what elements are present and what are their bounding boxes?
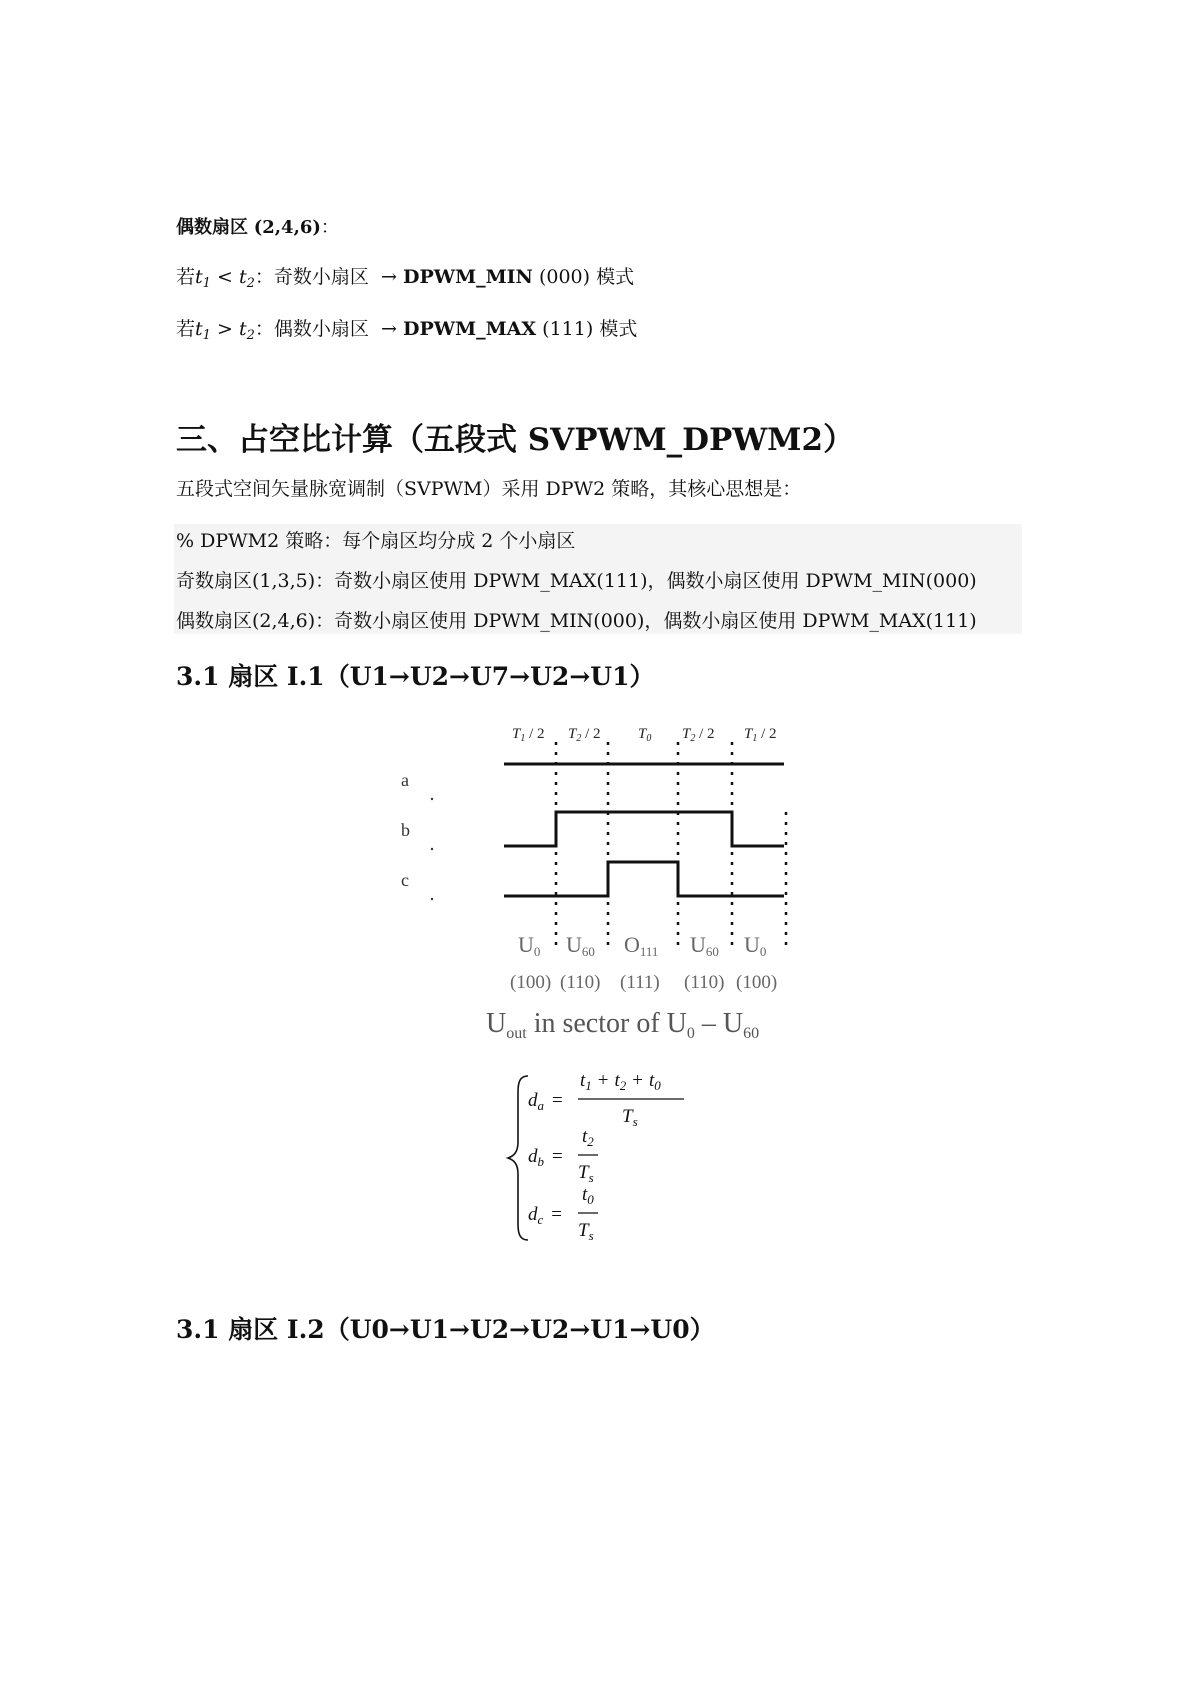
vector-label: U0 <box>518 932 541 959</box>
var-t2-sub: 2 <box>246 276 255 291</box>
mode-code: (000) <box>538 266 591 288</box>
condition-line-min <box>176 264 634 297</box>
left-brace-icon <box>508 1076 528 1240</box>
vector-label: O111 <box>624 932 659 959</box>
interval-label: $T_1 / 2$ <box>744 726 777 744</box>
var-t2: t <box>238 318 247 340</box>
interval-label: $T_1 / 2$ <box>512 726 545 744</box>
formula-da-denominator: $T_s$ <box>622 1106 638 1129</box>
vector-label: U60 <box>690 932 719 959</box>
row-label-a: a <box>401 770 409 790</box>
interval-label: $T_2 / 2$ <box>682 726 715 744</box>
formula-db-lhs: $d_b$ = <box>528 1146 563 1169</box>
condition-colon: ： <box>254 318 274 340</box>
mode-code: (111) <box>542 318 594 340</box>
mode-suffix: 模式 <box>596 266 635 288</box>
condition-operator: < <box>216 266 233 288</box>
formula-db-denominator: $T_s$ <box>578 1162 594 1185</box>
var-t2-sub: 2 <box>246 328 255 343</box>
var-t1-sub: 1 <box>202 276 211 291</box>
interval-labels <box>512 726 777 744</box>
code-line-odd-sector: 奇数扇区(1,3,5)：奇数小扇区使用 DPWM_MAX(111)，偶数小扇区使用 DPWM_MIN(000) <box>176 570 977 592</box>
interval-label: $T_2 / 2$ <box>568 726 601 744</box>
vector-label: U0 <box>744 932 767 959</box>
condition-desc: 奇数小扇区 <box>273 266 369 288</box>
arrow-icon: → <box>381 266 397 288</box>
waveform-b <box>504 812 784 846</box>
var-t2: t <box>238 266 247 288</box>
code-line-even-sector: 偶数扇区(2,4,6)：奇数小扇区使用 DPWM_MIN(000)，偶数小扇区使用 DPWM_MAX(111) <box>176 610 977 632</box>
condition-prefix: 若 <box>176 318 196 340</box>
interval-label: $T_0$ <box>638 726 652 744</box>
mode-name: DPWM_MAX <box>402 318 537 340</box>
figure-caption: $U_{out}$ in sector of $U_0 - U_{60}$ <box>486 1008 760 1042</box>
row-label-b: b <box>401 820 410 840</box>
row-dot <box>431 848 433 850</box>
mode-suffix: 模式 <box>599 318 638 340</box>
arrow-icon: → <box>381 318 397 340</box>
row-dot <box>431 898 433 900</box>
even-sector-heading-text: 偶数扇区 <box>176 217 248 238</box>
formula-da-lhs: $d_a$ = <box>528 1090 563 1113</box>
state-label: (110) <box>560 972 601 993</box>
section-title: 三、占空比计算（五段式 SVPWM_DPWM2） <box>176 422 855 458</box>
condition-colon: ： <box>254 266 274 288</box>
condition-prefix: 若 <box>176 266 196 288</box>
condition-line-max <box>176 316 637 349</box>
code-line-comment: % DPWM2 策略：每个扇区均分成 2 个小扇区 <box>176 530 576 552</box>
vector-label: U60 <box>566 932 595 959</box>
formula-da-numerator: $t_1 + t_2 + t_0$ <box>580 1070 661 1093</box>
even-sector-heading-args: (2,4,6) <box>253 217 321 238</box>
state-label: (110) <box>684 972 725 993</box>
subsection-title-i2: 3.1 扇区 I.2（U0→U1→U2→U2→U1→U0） <box>176 1315 715 1344</box>
subsection-title-i1: 3.1 扇区 I.1（U1→U2→U7→U2→U1） <box>176 662 655 691</box>
var-t1: t <box>195 266 203 288</box>
formula-dc-denominator: $T_s$ <box>578 1220 594 1243</box>
state-label: (111) <box>620 972 660 993</box>
var-t1: t <box>195 318 203 340</box>
formula-dc-lhs: $d_c$ = <box>528 1204 562 1227</box>
formula-dc-numerator: $t_0$ <box>582 1184 594 1207</box>
section-intro: 五段式空间矢量脉宽调制（SVPWM）采用 DPW2 策略，其核心思想是： <box>176 478 802 500</box>
row-label-c: c <box>401 870 409 890</box>
even-sector-heading-colon: ： <box>320 217 339 238</box>
condition-operator: > <box>216 318 233 340</box>
state-label: (100) <box>736 972 778 993</box>
duty-cycle-formula <box>508 1070 684 1243</box>
row-dot <box>431 798 433 800</box>
even-sector-heading <box>176 215 339 241</box>
formula-db-numerator: $t_2$ <box>582 1126 594 1149</box>
waveform-c <box>504 862 784 896</box>
var-t1-sub: 1 <box>202 328 211 343</box>
code-block <box>174 524 1022 634</box>
state-label: (100) <box>510 972 552 993</box>
mode-name: DPWM_MIN <box>402 266 533 288</box>
condition-desc: 偶数小扇区 <box>273 318 369 340</box>
